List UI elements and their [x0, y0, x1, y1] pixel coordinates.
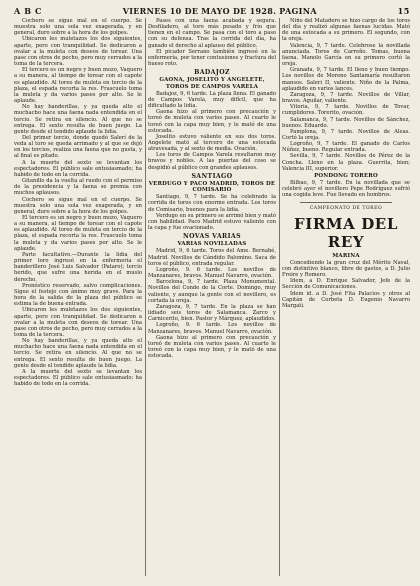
- section-heading: SANTIAGO: [191, 172, 233, 180]
- paragraph: Pases con una faena acabada y segura. Desfiladero, al toro más pesado y frío que tienen en el campo. Se pasa con el toro a paso con su defensa. Tras la corrida del día, ha ganado el derecho al aplauso del público.: [148, 18, 276, 49]
- section-kicker: CAMPEONATO DE TOREO: [309, 205, 383, 211]
- paragraph: Cochero se sigue mal en el cuerpo. Se muestra solo una sola vez exagerada, y en general, duro sobre a la hora de los golpes.: [14, 196, 142, 215]
- paragraph: A la muerte del sexto se levantan los espectadores. El público sale entusiasmado; ha habido de todo en la corrida.: [14, 159, 142, 178]
- paragraph: Parte facultativo.—Durante la lidia del primer toro ingresó en la enfermería el banderillero José Luis Salvador (Pataro); tercio herido, que sufre una herida en el muslo derecho.: [14, 251, 142, 283]
- paragraph: Sevilla, 9, 7 tarde. Novillos de Pérez de la Concha. Lleno en la plaza. Guerrita, bien; Valencia III, superior.: [282, 153, 410, 172]
- headline: FIRMA DEL REY: [294, 214, 398, 251]
- paragraph: Ídem id. a D. José Fita Palacios y otros al Capitán de Corbeta D. Eugenio Navarro Margati.: [282, 290, 410, 309]
- paragraph: Logroño, 9. 6 tarde. Los novillos de Manzanares, bravos. Manuel Navarro, ovación.: [148, 266, 276, 280]
- paragraph: No hay banderillas, y ya queda alto el muchacho hace una faena nada entendida en el tercio. Se retira en silencio. Al que no se entrega. El sexto resulta de buen juego. La gente desde el tendido aplaude la lidia.: [14, 104, 142, 135]
- paragraph: El tercero es un negro y buen mozo, Vaquero a su manera, al tiempo de torear con el capote es aplaudido. Al toreo de muleta en tercio de la plaza, el espada recorta la res. Frascuelo toma la muleta y da varios pases por alto. Se le aplaude.: [14, 215, 142, 252]
- paragraph: A la muerte del sexto se levantan los espectadores. El público sale entusiasmado; ha habido de todo en la corrida.: [14, 368, 142, 388]
- paragraph: Gaona hizo al primero con precaución y toreó de muleta con varios pases. Al cuarto le toreó con la capa muy bien, y le mató de una estocada.: [148, 334, 276, 360]
- section-heading: NOVAS VARIAS: [183, 233, 241, 241]
- paragraph: El picador Serrano también ingresó en la enfermería, por tener contusiones y fractura del hueso roto.: [148, 48, 276, 68]
- article-subheading: VARIAS NOVILLADAS: [177, 241, 247, 248]
- header-date: VIERNES 10 DE MAYO DE 1928. PAGINA: [122, 6, 317, 16]
- paragraph: Cochero se sigue mal en el cuerpo. Se muestra solo una sola vez exagerada, y en general, duro sobre a la hora de los golpes.: [14, 18, 142, 37]
- paragraph: Zaragoza, 9, 7 tarde. En la plaza se han lidiado seis toros de Salamanca. Zarco y Carnicerito, bien. Pastor y Márquez, aplaudidos.: [148, 303, 276, 323]
- article-subheading: PONDONG TORERO: [314, 172, 378, 179]
- article-subheading: VERDUGO Y PACO MADRID, TOROS DE COMISARIO: [148, 180, 276, 194]
- article-subheading: GAONA, JOSELITO Y ANGELETE, TOROS DE CAMPOS VARELA: [159, 77, 265, 90]
- paragraph: Ubicaron les muletazos los dos siguientes, aparte, pero con tranquilidad. Se dedicaron a ovalar a la muleta con deseos de torear. Una pase con otros de pecho, pero muy cerrados a la toma de la tercera.: [14, 307, 142, 338]
- column-divider: [279, 18, 280, 576]
- column-divider: [145, 18, 146, 576]
- column-3: [282, 18, 410, 578]
- paragraph: Santiago, 9, 7 tarde. Se ha celebrado la corrida de toros con enorme entrada. Los toros de Comisario, buenos para la lidia.: [148, 194, 276, 213]
- column-2: [148, 18, 276, 578]
- paragraph: Concediendo la gran cruz del Mérito Naval, con distintivo blanco, libre de gastos, a D. Julio Freire y Romero.: [282, 259, 410, 279]
- paragraph: Granada, 9, 7 tarde. El lleno y buen tiempo. Los novillos de Moreno Santamaría resultaron mansos. Saleri II, valiente. Niño de la Palma, aplaudido en varios lances.: [282, 67, 410, 92]
- paragraph: Niño del Matadero se hizo cargo de los toros del día y realizó algunas faenas lucidas. Mató de una estocada a su primero. El segundo, con la oreja.: [282, 18, 410, 43]
- paragraph: Los toros de Campos Varela resultaron muy bravos y nobles. A las puertas del coso se despidió al público con grandes aplausos.: [148, 152, 276, 171]
- header-page-number: 15: [397, 6, 410, 16]
- paragraph: Joselito estuvo valiente en sus dos toros. Angelete mató al tercero de una estocada atravesada, y al sexto de media. Ovación.: [148, 133, 276, 153]
- paragraph: Valencia, 9, 7 tarde. Celebrose la novillada anunciada. Toros de Carreño. Tomas, buena faena. Manolo García en su primero cortó la oreja.: [282, 42, 410, 68]
- paragraph: Pronóstico reservado, salvo complicaciones. Sigue el festejo con ánimo muy grave. Para la hora de la salida de la plaza del público se estima la de buena entrada.: [14, 282, 142, 308]
- paragraph: Pamplona, 9, 7 tarde. Novillos de Aleas. Cortó la oreja.: [282, 128, 410, 141]
- paragraph: Barcelona, 9, 7 tarde. Plaza Monumental. Novillos del Conde de la Corte. Domingo, muy valiente, y aunque la gente con el novillero, es cortada la oreja.: [148, 279, 276, 304]
- paragraph: No hay banderillas, y ya queda alto el muchacho hace una faena nada entendida en el tercio. Se retira en silencio. Al que no se entrega. El sexto resulta de buen juego. La gente desde el tendido aplaude la lidia.: [14, 338, 142, 369]
- paragraph: Bilbao, 9, 7 tarde. En la novillada que se celebró ayer el novillero Pepe Rodríguez sufrió una cogida leve. Fue llevado en hombros.: [282, 180, 410, 199]
- paragraph: Logroño, 9. 6 tarde. Los novillos de Manzanares, bravos. Manuel Navarro, ovación.: [148, 322, 276, 335]
- paragraph: Logroño, 9, 7 tarde. El ganado de Carlos Núñez, bueno. Regular entrada.: [282, 141, 410, 154]
- paragraph: Gitanillo da la vuelta al ruedo con el permiso de la presidencia y la faena se premia con muchos aplausos.: [14, 178, 142, 197]
- paragraph: Salamanca, 9, 7 tarde. Novillos de Sánchez, buenos. Eduardo.: [282, 116, 410, 129]
- article-subheading: MARINA: [332, 252, 360, 259]
- paragraph: Gaona hizo al primero con precaución y toreó de muleta con varios pases. Al cuarto le toreó con la capa muy bien, y le mató de una estocada.: [148, 109, 276, 134]
- paragraph: Badajoz, 9, 6 tarde. La plaza llena. El ganado de Campos Varela, muy difícil, que ha dificultado la lidia.: [148, 90, 276, 110]
- column-1: [14, 18, 142, 578]
- paragraph: Ubicaron les muletazos los dos siguientes, aparte, pero con tranquilidad. Se dedicaron a ovalar a la muleta con deseos de torear. Una pase con otros de pecho, pero muy cerrados a la toma de la tercera.: [14, 36, 142, 68]
- header-publication: A B C: [14, 6, 42, 16]
- section-divider: [300, 202, 392, 203]
- paragraph: Idem, a D. Enrique Salvador, Jefe de la Sección de Comunicaciones.: [282, 278, 410, 291]
- page-header: [14, 5, 410, 17]
- paragraph: Del primer tercio, donde quedó Salerí de la veda al toro se queda arrimado y al que se dejó en los tercios, realiza una faena que no gusta, y al final es pitado.: [14, 134, 142, 160]
- paragraph: El tercero es un negro y buen mozo, Vaquero a su manera, al tiempo de torear con el capote es aplaudido. Al toreo de muleta en tercio de la plaza, el espada recorta la res. Frascuelo toma la muleta y da varios pases por alto. Se le aplaude.: [14, 67, 142, 105]
- paragraph: Madrid, 9, 6 tarde. Toros del Ame. Bernabé, Madrid. Novillos de Cándido Palomino. Saca de toros el público, entrada regular.: [148, 248, 276, 267]
- paragraph: Vitoria, 9, 7 tarde. Novillos de Tovar, cumplidores. Torerito, ovación.: [282, 104, 410, 117]
- paragraph: Zaragoza, 9, 7 tarde. Novillos de Villar, bravos. Aguilar, valiente.: [282, 91, 410, 105]
- section-heading: BADAJOZ: [194, 69, 230, 77]
- paragraph: Verdugo en su primero se arrimó bien y mató con habilidad. Paco Madrid estuvo valiente con la capa y fue ovacionado.: [148, 212, 276, 231]
